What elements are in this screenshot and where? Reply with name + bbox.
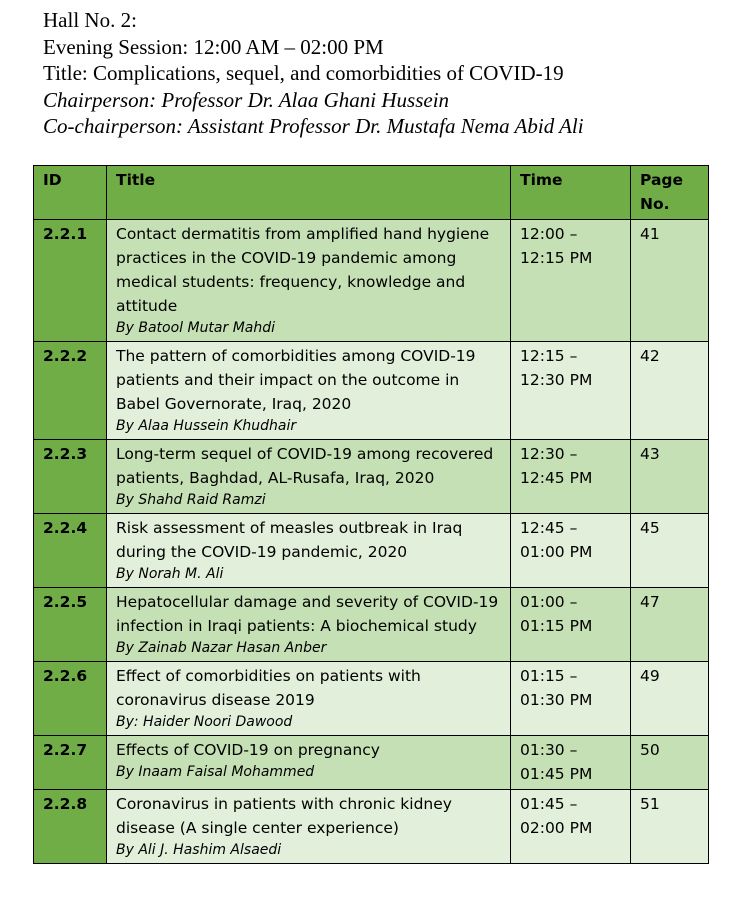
talk-cell <box>107 790 511 864</box>
talk-title: Effects of COVID-19 on pregnancy <box>116 741 380 759</box>
time-end: 12:45 PM <box>520 469 593 487</box>
time-end: 01:00 PM <box>520 543 593 561</box>
hall-label: Hall No. 2: <box>43 8 137 32</box>
time-cell <box>511 342 631 440</box>
time-start: 12:00 – <box>520 225 578 243</box>
talk-title: Effect of comorbidities on patients with coronavirus disease 2019 <box>116 667 421 709</box>
time-start: 01:00 – <box>520 593 578 611</box>
session-id-cell: 2.2.4 <box>34 514 107 588</box>
column-header-id: ID <box>34 166 107 220</box>
talk-title: The pattern of comorbidities among COVID-19 patients and their impact on the outcome in Babel Governorate, Iraq, 2020 <box>116 347 476 413</box>
program-table <box>33 165 709 864</box>
time-start: 12:30 – <box>520 445 578 463</box>
time-start: 12:15 – <box>520 347 578 365</box>
session-id-cell: 2.2.7 <box>34 736 107 790</box>
session-id-cell: 2.2.6 <box>34 662 107 736</box>
talk-author: By: Haider Noori Dawood <box>116 714 293 730</box>
talk-cell <box>107 440 511 514</box>
table-row <box>34 342 709 440</box>
time-end: 12:15 PM <box>520 249 593 267</box>
time-cell <box>511 588 631 662</box>
page-number-cell: 43 <box>631 440 709 514</box>
session-id-cell: 2.2.5 <box>34 588 107 662</box>
time-end: 01:45 PM <box>520 765 593 783</box>
session-id-cell: 2.2.3 <box>34 440 107 514</box>
page-number-cell: 42 <box>631 342 709 440</box>
time-cell <box>511 736 631 790</box>
talk-author: By Batool Mutar Mahdi <box>116 320 276 336</box>
session-id-cell: 2.2.2 <box>34 342 107 440</box>
table-row <box>34 790 709 864</box>
time-start: 01:30 – <box>520 741 578 759</box>
talk-author: By Shahd Raid Ramzi <box>116 492 266 508</box>
column-header-page: Page No. <box>631 166 709 220</box>
table-row <box>34 514 709 588</box>
page-number-cell: 49 <box>631 662 709 736</box>
time-start: 01:15 – <box>520 667 578 685</box>
talk-title: Hepatocellular damage and severity of COVID-19 infection in Iraqi patients: A biochemical study <box>116 593 499 635</box>
page-number-cell: 50 <box>631 736 709 790</box>
page-number-cell: 51 <box>631 790 709 864</box>
session-time: Evening Session: 12:00 AM – 02:00 PM <box>43 34 384 59</box>
page-number-cell: 47 <box>631 588 709 662</box>
time-cell <box>511 220 631 342</box>
talk-title: Long-term sequel of COVID-19 among recovered patients, Baghdad, AL-Rusafa, Iraq, 2020 <box>116 445 494 487</box>
table-header-row <box>34 166 709 220</box>
session-id-cell: 2.2.1 <box>34 220 107 342</box>
talk-cell <box>107 662 511 736</box>
time-start: 01:45 – <box>520 795 578 813</box>
time-start: 12:45 – <box>520 519 578 537</box>
program-table-body <box>34 220 709 864</box>
time-cell <box>511 790 631 864</box>
time-end: 01:15 PM <box>520 617 593 635</box>
table-row <box>34 220 709 342</box>
time-cell <box>511 662 631 736</box>
column-header-time: Time <box>511 166 631 220</box>
page-number-cell: 41 <box>631 220 709 342</box>
time-cell <box>511 440 631 514</box>
column-header-title: Title <box>107 166 511 220</box>
session-title: Title: Complications, sequel, and comorbidities of COVID-19 <box>43 61 564 85</box>
talk-author: By Ali J. Hashim Alsaedi <box>116 842 282 858</box>
talk-author: By Norah M. Ali <box>116 566 224 582</box>
table-row <box>34 662 709 736</box>
time-end: 12:30 PM <box>520 371 593 389</box>
time-cell <box>511 514 631 588</box>
chairperson: Chairperson: Professor Dr. Alaa Ghani Hussein <box>43 87 450 112</box>
table-row <box>34 588 709 662</box>
talk-cell <box>107 514 511 588</box>
talk-author: By Alaa Hussein Khudhair <box>116 418 297 434</box>
co-chairperson: Co-chairperson: Assistant Professor Dr. Mustafa Nema Abid Ali <box>43 114 584 138</box>
table-row <box>34 440 709 514</box>
session-id-cell: 2.2.8 <box>34 790 107 864</box>
talk-title: Risk assessment of measles outbreak in Iraq during the COVID-19 pandemic, 2020 <box>116 519 463 561</box>
time-end: 01:30 PM <box>520 691 593 709</box>
talk-cell <box>107 220 511 342</box>
talk-author: By Inaam Faisal Mohammed <box>116 764 315 780</box>
talk-cell <box>107 588 511 662</box>
talk-cell <box>107 342 511 440</box>
time-end: 02:00 PM <box>520 819 593 837</box>
talk-title: Contact dermatitis from amplified hand hygiene practices in the COVID-19 pandemic among medical students: frequency, knowledge and attitude <box>116 225 490 315</box>
page-number-cell: 45 <box>631 514 709 588</box>
table-row <box>34 736 709 790</box>
talk-title: Coronavirus in patients with chronic kidney disease (A single center experience) <box>116 795 452 837</box>
talk-author: By Zainab Nazar Hasan Anber <box>116 640 327 656</box>
session-header <box>43 7 584 140</box>
talk-cell <box>107 736 511 790</box>
